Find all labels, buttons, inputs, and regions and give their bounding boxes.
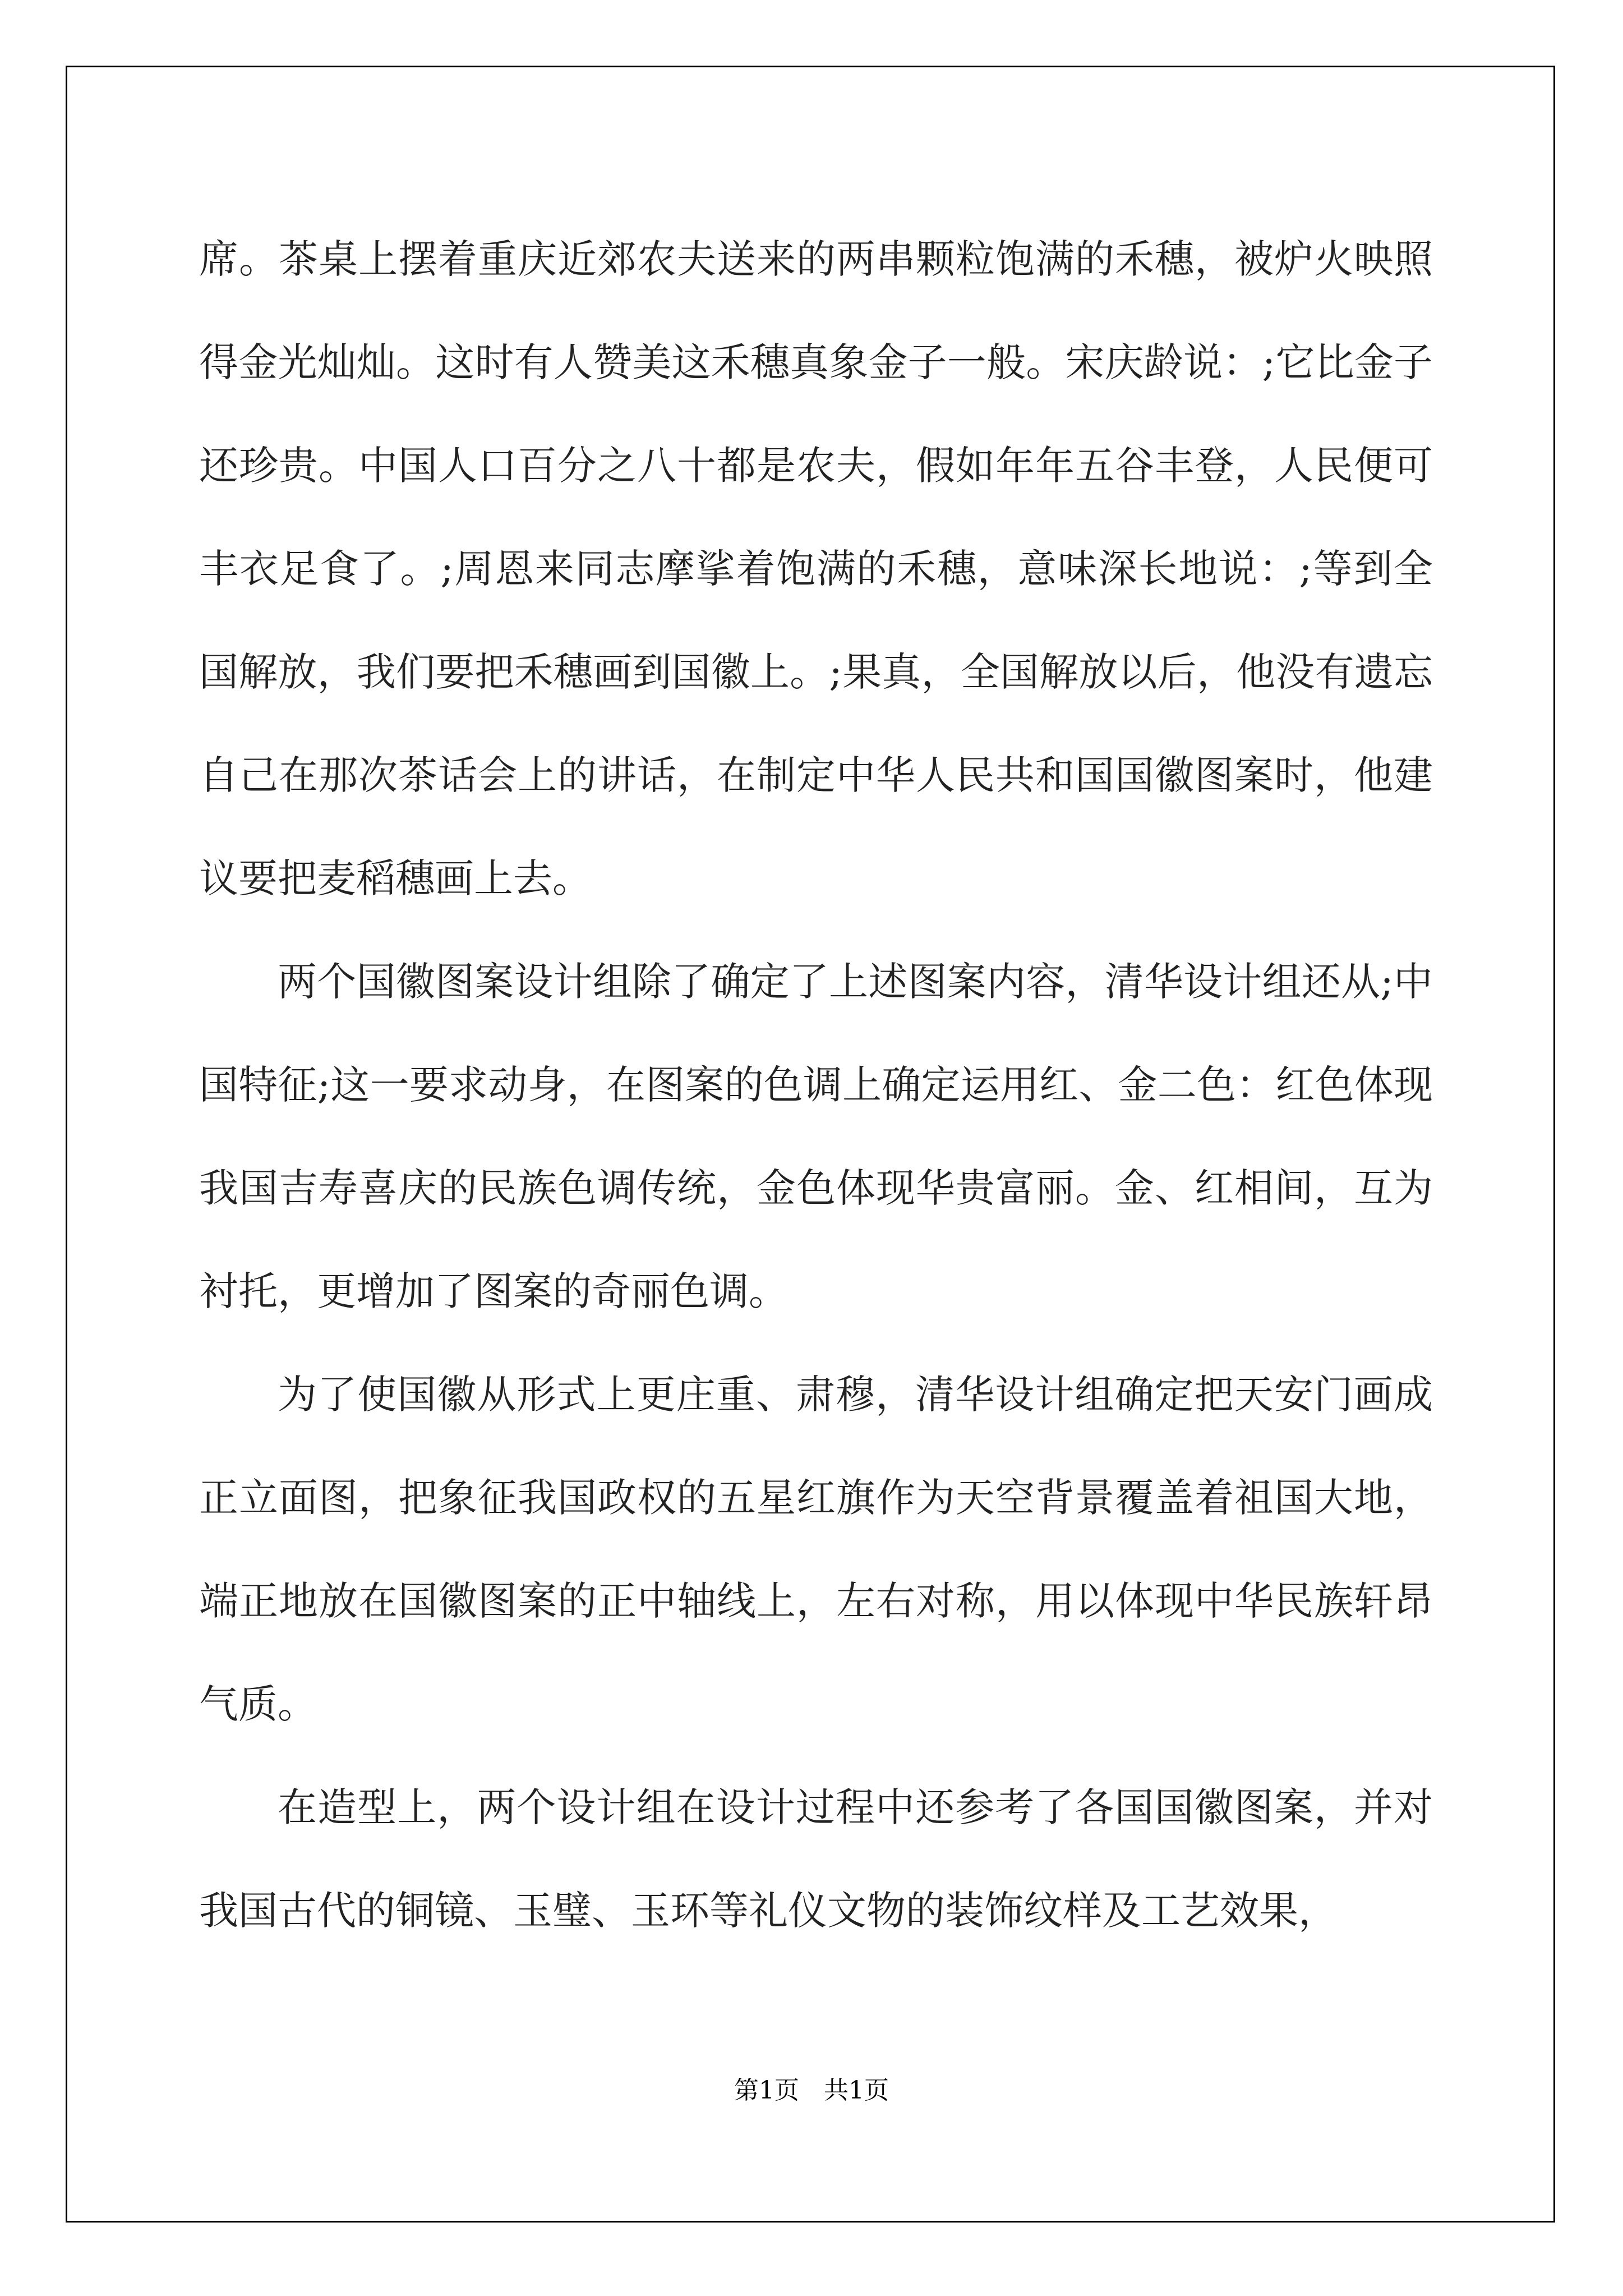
- paragraph-4: 在造型上，两个设计组在设计过程中还参考了各国国徽图案，并对我国古代的铜镜、玉璧、玉环等礼仪文物的装饰纹样及工艺效果，: [199, 1784, 1433, 1934]
- document-body: [199, 208, 1433, 1962]
- page-footer: [0, 2070, 1623, 2106]
- paragraph-3: 为了使国徽从形式上更庄重、肃穆，清华设计组确定把天安门画成正立面图，把象征我国政权的五星红旗作为天空背景覆盖着祖国大地，端正地放在国徽图案的正中轴线上，左右对称，用以体现中华民族轩昂气质。: [199, 1372, 1433, 1727]
- page-number-current: 第1页: [734, 2076, 799, 2105]
- paragraph-2: 两个国徽图案设计组除了确定了上述图案内容，清华设计组还从;中国特征;这一要求动身，在图案的色调上确定运用红、金二色：红色体现我国吉寿喜庆的民族色调传统，金色体现华贵富丽。金、红相间，互为衬托，更增加了图案的奇丽色调。: [199, 959, 1433, 1314]
- paragraph-1: 席。茶桌上摆着重庆近郊农夫送来的两串颗粒饱满的禾穗，被炉火映照得金光灿灿。这时有人赞美这禾穗真象金子一般。宋庆龄说：;它比金子还珍贵。中国人口百分之八十都是农夫，假如年年五谷丰登，人民便可丰衣足食了。;周恩来同志摩挲着饱满的禾穗，意味深长地说：;等到全国解放，我们要把禾穗画到国徽上。;果真，全国解放以后，他没有遗忘自己在那次茶话会上的讲话，在制定中华人民共和国国徽图案时，他建议要把麦稻穗画上去。: [199, 236, 1433, 901]
- page-number-total: 共1页: [824, 2076, 889, 2105]
